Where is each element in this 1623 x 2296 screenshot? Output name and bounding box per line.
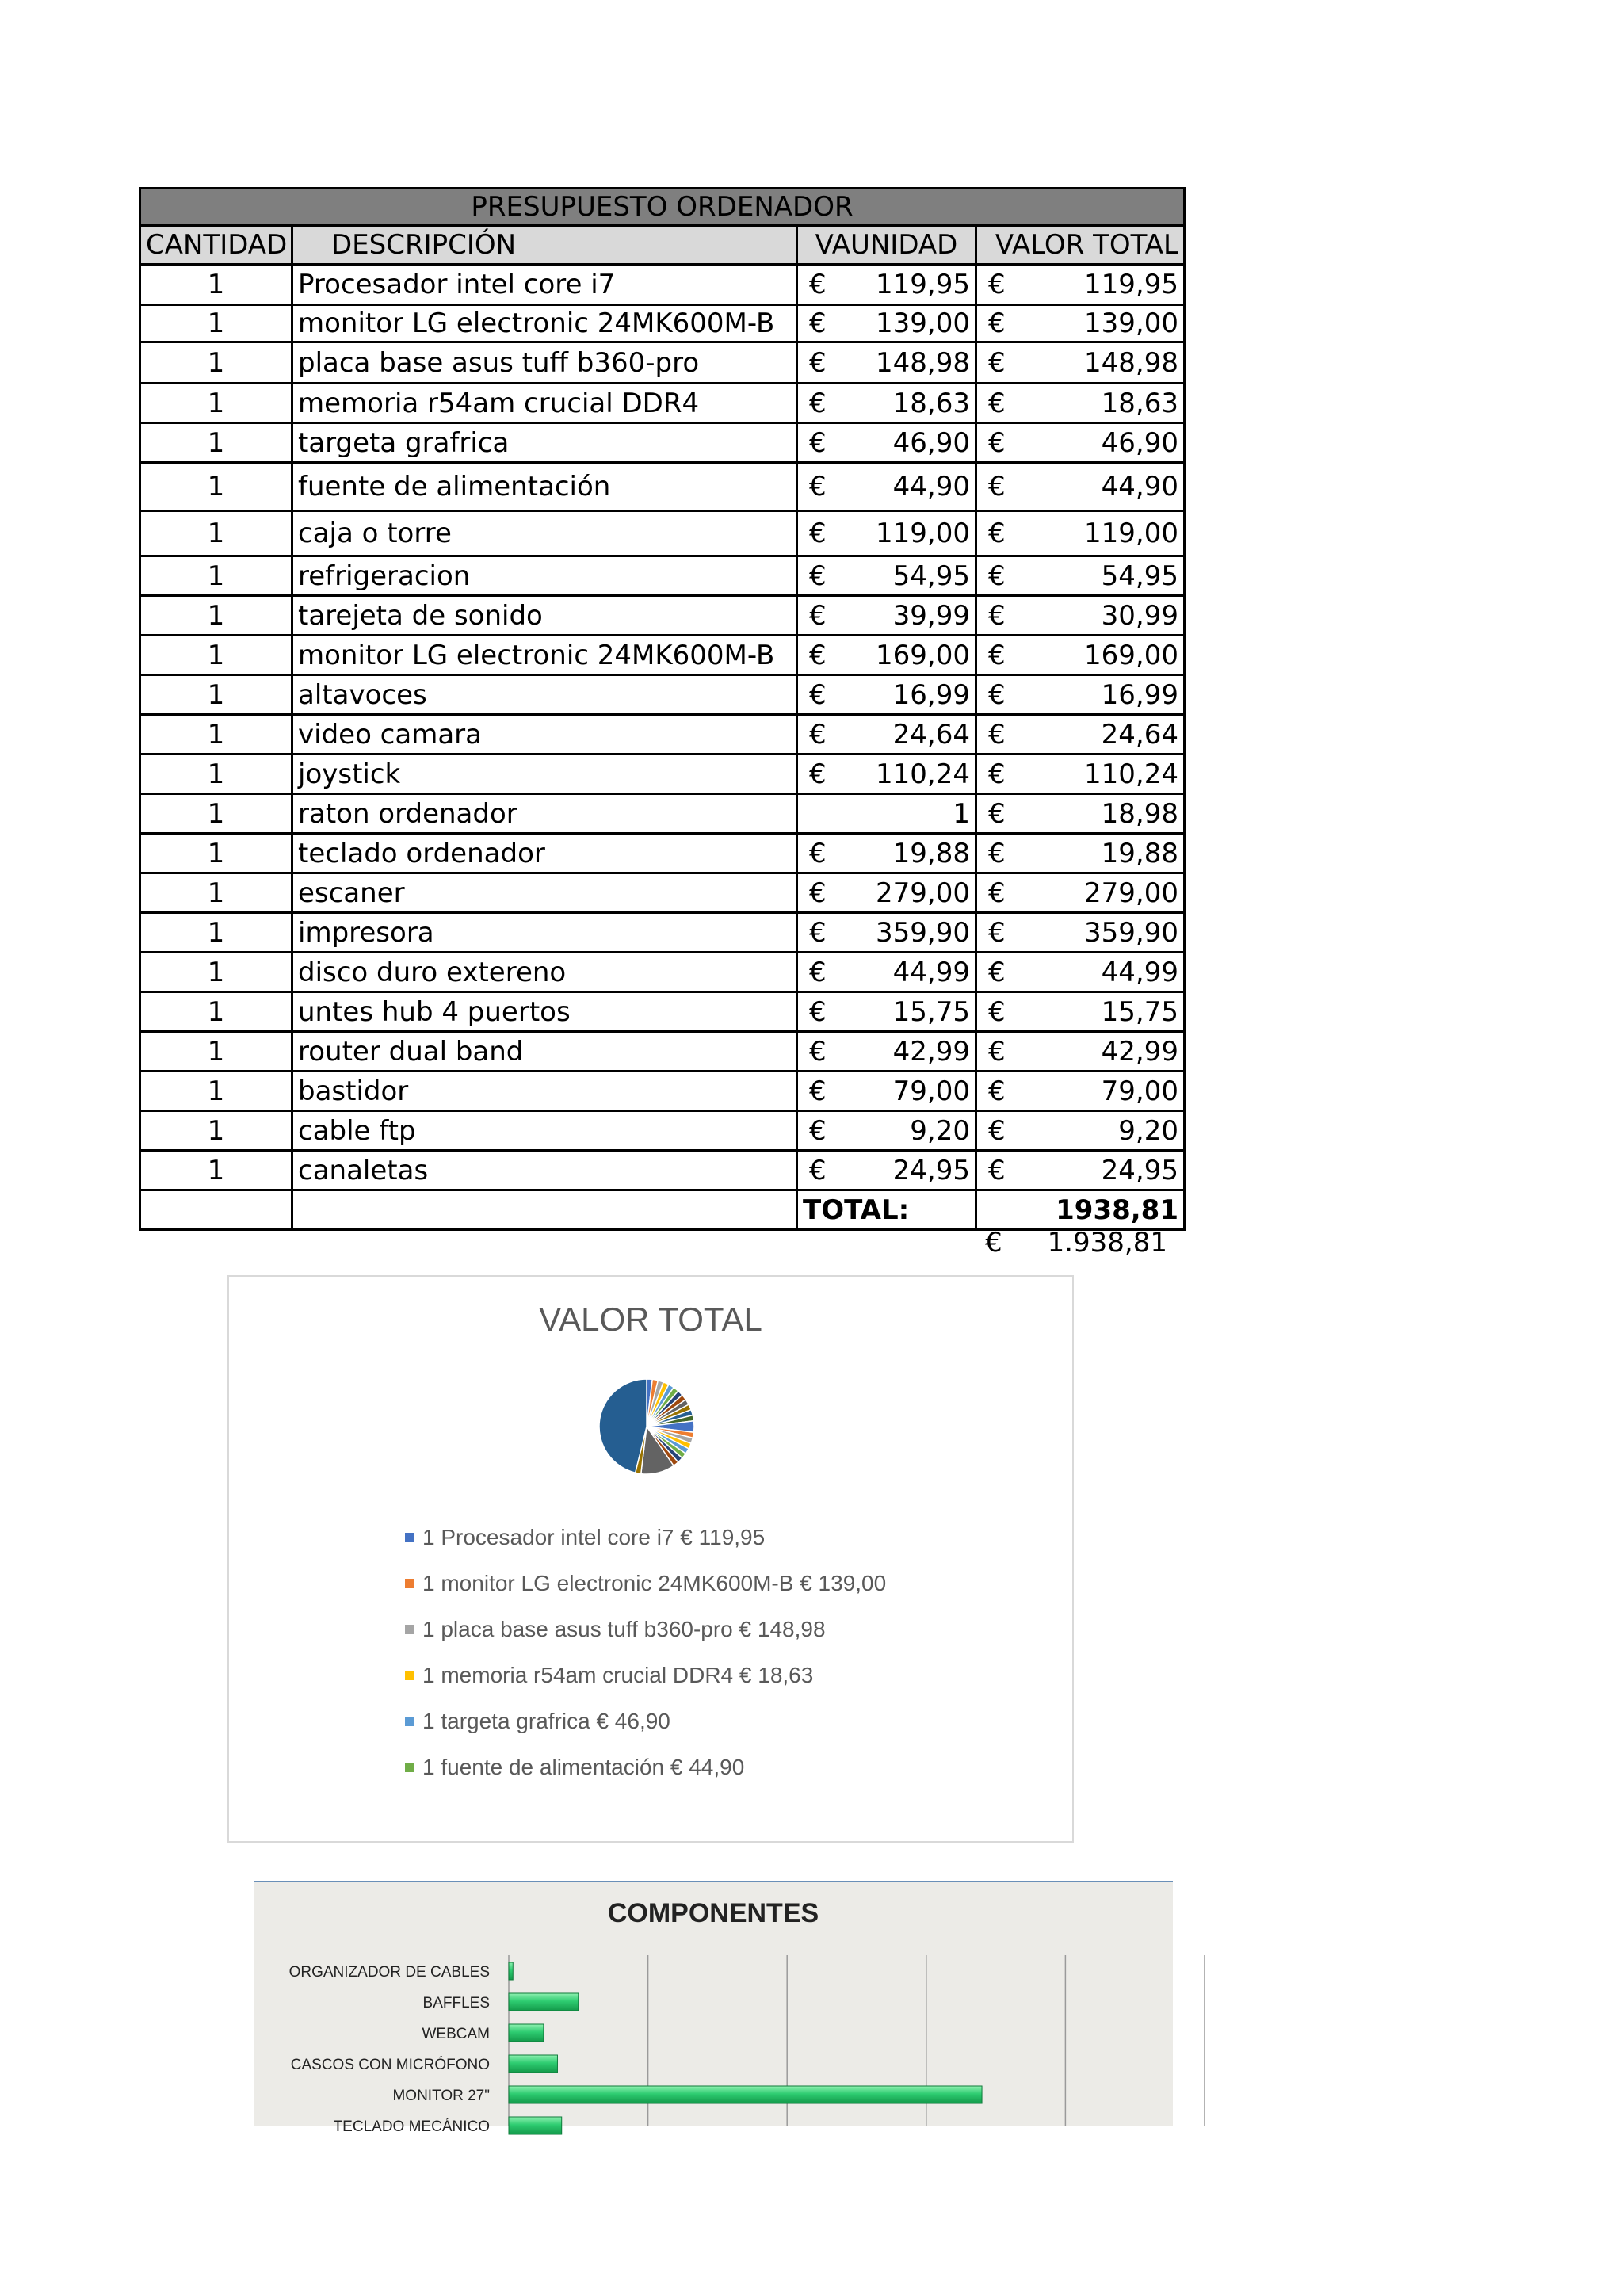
currency-symbol: € (809, 518, 827, 549)
amount: 139,00 (876, 308, 970, 339)
table-row (140, 1032, 1185, 1072)
cell-unit-price (797, 1072, 976, 1111)
amount: 30,99 (1101, 599, 1178, 632)
table-row (140, 834, 1185, 873)
cell-total-value (976, 834, 1185, 873)
cell-total-value (976, 1151, 1185, 1190)
budget-table (139, 187, 1186, 1231)
cell-quantity: 1 (140, 794, 292, 834)
amount: 15,75 (892, 995, 970, 1028)
legend-item (405, 1698, 886, 1744)
cell-description: video camara (292, 715, 797, 755)
legend-swatch (405, 1533, 414, 1542)
cell-quantity: 1 (140, 913, 292, 953)
cell-quantity: 1 (140, 755, 292, 794)
legend-swatch (405, 1717, 414, 1726)
amount: 79,00 (892, 1075, 970, 1107)
table-row (140, 992, 1185, 1032)
amount: 42,99 (1101, 1035, 1178, 1068)
cell-quantity: 1 (140, 265, 292, 305)
table-row (140, 953, 1185, 992)
cell-description: joystick (292, 755, 797, 794)
cell-unit-price (797, 953, 976, 992)
table-row (140, 511, 1185, 556)
cell-quantity: 1 (140, 1111, 292, 1151)
cell-unit-price (797, 423, 976, 463)
cell-total-value (976, 305, 1185, 342)
legend-label: 1 placa base asus tuff b360-pro € 148,98 (422, 1617, 826, 1641)
currency-symbol: € (809, 877, 827, 909)
table-row (140, 1072, 1185, 1111)
cell-unit-price (797, 596, 976, 636)
currency-symbol: € (988, 718, 1006, 751)
cell-unit-price (797, 342, 976, 384)
cell-total-value (976, 675, 1185, 715)
bar-chart-title: COMPONENTES (607, 1898, 819, 1928)
currency-symbol: € (988, 837, 1006, 869)
table-title: PRESUPUESTO ORDENADOR (140, 189, 1185, 226)
currency-symbol: € (809, 758, 827, 790)
cell-total-value (976, 463, 1185, 511)
cell-total-value (976, 596, 1185, 636)
cell-unit-price (797, 463, 976, 511)
currency-symbol: € (988, 678, 1006, 711)
cell-description: raton ordenador (292, 794, 797, 834)
table-row (140, 265, 1185, 305)
amount: 119,00 (876, 518, 970, 549)
total-label: TOTAL: (797, 1190, 976, 1230)
amount: 9,20 (910, 1114, 970, 1147)
pie-chart-card (227, 1275, 1074, 1843)
currency-symbol: € (988, 877, 1006, 909)
cell-quantity: 1 (140, 953, 292, 992)
legend-item (405, 1744, 886, 1790)
cell-unit-price (797, 556, 976, 596)
cell-total-value (976, 992, 1185, 1032)
currency-symbol: € (809, 1035, 827, 1068)
legend-swatch (405, 1671, 414, 1680)
legend-label: 1 fuente de alimentación € 44,90 (422, 1755, 745, 1779)
amount: 19,88 (892, 837, 970, 869)
legend-item (405, 1561, 886, 1606)
currency-symbol: € (988, 518, 1006, 549)
cell-unit-price: 1 (797, 794, 976, 834)
cell-description: Procesador intel core i7 (292, 265, 797, 305)
table-row (140, 342, 1185, 384)
currency-symbol: € (988, 1075, 1006, 1107)
amount: 42,99 (892, 1035, 970, 1068)
currency-symbol: € (988, 1154, 1006, 1186)
cell-description: untes hub 4 puertos (292, 992, 797, 1032)
total-row (140, 1190, 1185, 1230)
table-row (140, 463, 1185, 511)
currency-symbol: € (988, 471, 1006, 502)
cell-description: placa base asus tuff b360-pro (292, 342, 797, 384)
amount: 9,20 (1118, 1114, 1178, 1147)
cell-total-value (976, 1111, 1185, 1151)
currency-symbol: € (988, 956, 1006, 988)
bar (509, 2055, 557, 2073)
amount: 44,99 (1101, 956, 1178, 988)
cell-description: impresora (292, 913, 797, 953)
legend-item (405, 1652, 886, 1698)
amount: 44,90 (892, 471, 970, 502)
currency-symbol: € (809, 639, 827, 671)
amount: 119,95 (1084, 269, 1178, 300)
cell-unit-price (797, 265, 976, 305)
cell-description: monitor LG electronic 24MK600M-B (292, 636, 797, 675)
cell-total-value (976, 794, 1185, 834)
amount: 169,00 (876, 639, 970, 671)
table-row (140, 1111, 1185, 1151)
amount: 46,90 (1101, 426, 1178, 459)
bar (509, 2086, 982, 2103)
table-row (140, 1151, 1185, 1190)
amount: 54,95 (892, 560, 970, 592)
cell-unit-price (797, 636, 976, 675)
amount: 19,88 (1101, 837, 1178, 869)
table-row (140, 596, 1185, 636)
table-row (140, 636, 1185, 675)
cell-description: canaletas (292, 1151, 797, 1190)
legend-item (405, 1606, 886, 1652)
amount: 24,64 (892, 718, 970, 751)
cell-quantity: 1 (140, 636, 292, 675)
bar-category-label: WEBCAM (422, 2026, 490, 2042)
amount: 24,64 (1101, 718, 1178, 751)
currency-symbol: € (988, 1114, 1006, 1147)
table-row (140, 794, 1185, 834)
cell-description: bastidor (292, 1072, 797, 1111)
cell-total-value (976, 755, 1185, 794)
cell-total-value (976, 1072, 1185, 1111)
currency-symbol: € (988, 758, 1006, 790)
currency-symbol: € (988, 797, 1006, 830)
cell-total-value (976, 715, 1185, 755)
cell-description: memoria r54am crucial DDR4 (292, 384, 797, 423)
cell-unit-price (797, 834, 976, 873)
bar-category-label: CASCOS CON MICRÓFONO (290, 2057, 490, 2073)
cell-unit-price (797, 913, 976, 953)
cell-total-value (976, 265, 1185, 305)
currency-symbol: € (809, 1075, 827, 1107)
amount: 359,90 (876, 916, 970, 949)
pie-chart (595, 1375, 698, 1478)
grand-total-currency: € (985, 1227, 1002, 1259)
cell-quantity: 1 (140, 992, 292, 1032)
currency-symbol: € (988, 916, 1006, 949)
cell-quantity: 1 (140, 715, 292, 755)
amount: 44,99 (892, 956, 970, 988)
amount: 44,90 (1101, 471, 1178, 502)
cell-quantity: 1 (140, 1151, 292, 1190)
currency-symbol: € (809, 308, 827, 339)
cell-total-value (976, 636, 1185, 675)
table-row (140, 423, 1185, 463)
legend-swatch (405, 1579, 414, 1588)
cell-quantity: 1 (140, 834, 292, 873)
cell-description: targeta grafrica (292, 423, 797, 463)
currency-symbol: € (988, 346, 1006, 379)
table-row (140, 384, 1185, 423)
cell-total-value (976, 384, 1185, 423)
cell-quantity: 1 (140, 384, 292, 423)
header-total-value: VALOR TOTAL (976, 226, 1185, 265)
cell-total-value (976, 873, 1185, 913)
table-row (140, 675, 1185, 715)
bar (509, 2024, 544, 2042)
cell-total-value (976, 556, 1185, 596)
total-value: 1938,81 (976, 1190, 1185, 1230)
cell-quantity: 1 (140, 873, 292, 913)
amount: 18,63 (892, 387, 970, 419)
bar (509, 1993, 579, 2011)
bar-category-label: BAFFLES (422, 1995, 490, 2011)
amount: 54,95 (1101, 560, 1178, 592)
cell-description: router dual band (292, 1032, 797, 1072)
table-row (140, 913, 1185, 953)
currency-symbol: € (988, 426, 1006, 459)
cell-quantity: 1 (140, 511, 292, 556)
bar-category-label: MONITOR 27" (392, 2088, 490, 2104)
cell-description: fuente de alimentación (292, 463, 797, 511)
cell-quantity: 1 (140, 423, 292, 463)
amount: 46,90 (892, 426, 970, 459)
cell-unit-price (797, 1151, 976, 1190)
grand-total-amount: 1.938,81 (1047, 1227, 1167, 1259)
currency-symbol: € (988, 308, 1006, 339)
cell-description: escaner (292, 873, 797, 913)
amount: 110,24 (876, 758, 970, 790)
empty-cell (292, 1190, 797, 1230)
cell-quantity: 1 (140, 556, 292, 596)
table-row (140, 873, 1185, 913)
cell-total-value (976, 913, 1185, 953)
cell-unit-price (797, 675, 976, 715)
bar-category-label: TECLADO MECÁNICO (333, 2118, 490, 2135)
cell-unit-price (797, 715, 976, 755)
cell-description: monitor LG electronic 24MK600M-B (292, 305, 797, 342)
cell-description: altavoces (292, 675, 797, 715)
amount: 169,00 (1084, 639, 1178, 671)
cell-unit-price (797, 511, 976, 556)
bar-category-label: ORGANIZADOR DE CABLES (288, 1964, 490, 1981)
cell-total-value (976, 953, 1185, 992)
cell-description: refrigeracion (292, 556, 797, 596)
pie-legend (405, 1515, 886, 1790)
cell-quantity: 1 (140, 675, 292, 715)
cell-quantity: 1 (140, 1072, 292, 1111)
legend-label: 1 Procesador intel core i7 € 119,95 (422, 1525, 766, 1549)
cell-quantity: 1 (140, 596, 292, 636)
currency-symbol: € (809, 560, 827, 592)
amount: 359,90 (1084, 916, 1178, 949)
amount: 110,24 (1084, 758, 1178, 790)
currency-symbol: € (988, 599, 1006, 632)
amount: 18,63 (1101, 387, 1178, 419)
currency-symbol: € (988, 269, 1006, 300)
cell-description: teclado ordenador (292, 834, 797, 873)
table-row (140, 305, 1185, 342)
bar (509, 2117, 562, 2134)
amount: 15,75 (1101, 995, 1178, 1028)
currency-symbol: € (988, 560, 1006, 592)
cell-unit-price (797, 305, 976, 342)
table-row (140, 556, 1185, 596)
table-row (140, 755, 1185, 794)
legend-label: 1 targeta grafrica € 46,90 (422, 1709, 670, 1733)
amount: 18,98 (1101, 797, 1178, 830)
amount: 16,99 (892, 678, 970, 711)
currency-symbol: € (988, 1035, 1006, 1068)
cell-description: tarejeta de sonido (292, 596, 797, 636)
cell-unit-price (797, 1032, 976, 1072)
amount: 279,00 (876, 877, 970, 909)
currency-symbol: € (809, 1154, 827, 1186)
legend-label: 1 monitor LG electronic 24MK600M-B € 139,00 (422, 1571, 887, 1595)
amount: 148,98 (1084, 346, 1178, 379)
amount: 279,00 (1084, 877, 1178, 909)
legend-swatch (405, 1763, 414, 1772)
currency-symbol: € (809, 916, 827, 949)
cell-unit-price (797, 755, 976, 794)
cell-description: cable ftp (292, 1111, 797, 1151)
amount: 39,99 (892, 599, 970, 632)
header-quantity: CANTIDAD (140, 226, 292, 265)
cell-unit-price (797, 1111, 976, 1151)
amount: 24,95 (892, 1154, 970, 1186)
currency-symbol: € (809, 678, 827, 711)
currency-symbol: € (809, 471, 827, 502)
table-row (140, 715, 1185, 755)
cell-quantity: 1 (140, 305, 292, 342)
cell-quantity: 1 (140, 463, 292, 511)
currency-symbol: € (809, 995, 827, 1028)
amount: 16,99 (1101, 678, 1178, 711)
amount: 148,98 (876, 346, 970, 379)
legend-label: 1 memoria r54am crucial DDR4 € 18,63 (422, 1663, 814, 1687)
currency-symbol: € (809, 269, 827, 300)
cell-total-value (976, 1032, 1185, 1072)
currency-symbol: € (809, 426, 827, 459)
currency-symbol: € (809, 599, 827, 632)
cell-quantity: 1 (140, 1032, 292, 1072)
cell-total-value (976, 423, 1185, 463)
currency-symbol: € (809, 387, 827, 419)
amount: 139,00 (1084, 308, 1178, 339)
cell-description: disco duro extereno (292, 953, 797, 992)
bar-chart-svg (254, 1882, 1173, 2135)
currency-symbol: € (809, 718, 827, 751)
cell-quantity: 1 (140, 342, 292, 384)
currency-symbol: € (988, 639, 1006, 671)
cell-total-value (976, 342, 1185, 384)
currency-symbol: € (988, 387, 1006, 419)
cell-total-value (976, 511, 1185, 556)
legend-item (405, 1515, 886, 1561)
currency-symbol: € (809, 837, 827, 869)
legend-swatch (405, 1625, 414, 1634)
cell-unit-price (797, 384, 976, 423)
empty-cell (140, 1190, 292, 1230)
currency-symbol: € (809, 956, 827, 988)
currency-symbol: € (988, 995, 1006, 1028)
currency-symbol: € (809, 1114, 827, 1147)
cell-description: caja o torre (292, 511, 797, 556)
bar-chart-components (254, 1881, 1173, 2135)
pie-chart-title: VALOR TOTAL (539, 1301, 762, 1338)
amount: 24,95 (1101, 1154, 1178, 1186)
amount: 79,00 (1101, 1075, 1178, 1107)
header-unit-price: VAUNIDAD (797, 226, 976, 265)
currency-symbol: € (809, 346, 827, 379)
amount: 119,95 (876, 269, 970, 300)
bar (509, 1962, 513, 1980)
amount: 119,00 (1084, 518, 1178, 549)
cell-unit-price (797, 873, 976, 913)
header-description: DESCRIPCIÓN (292, 226, 797, 265)
cell-unit-price (797, 992, 976, 1032)
